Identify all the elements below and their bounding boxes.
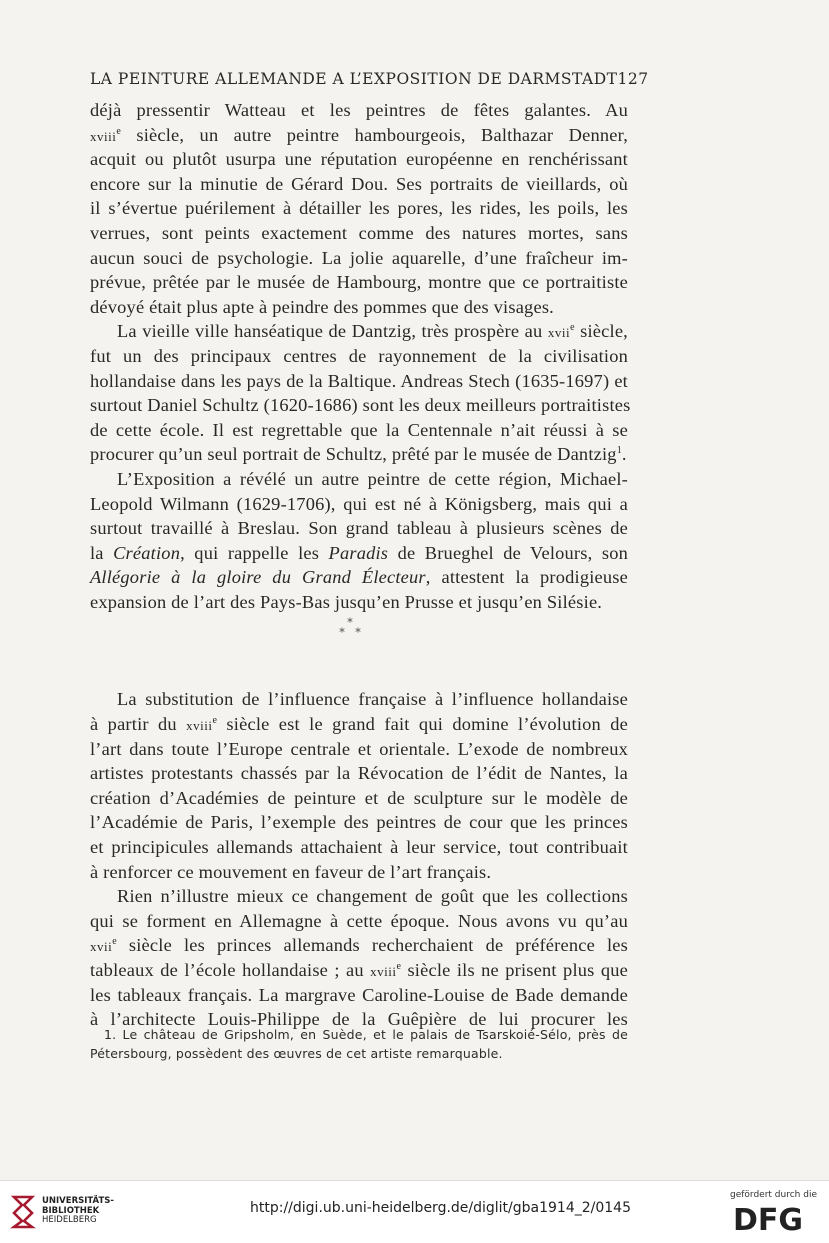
footnote-ref[interactable]: 1 (616, 445, 622, 457)
text-span: tableaux de l’école hollandaise ; au (90, 960, 371, 980)
italic-title: Création (113, 542, 181, 563)
text-span: , attestent la prodigieuse (425, 567, 628, 588)
text-line: fut un des principaux centres de rayonnement de la civilisation (90, 345, 628, 366)
text-line: dévoyé était plus apte à peindre des pommes que des visages. (90, 296, 554, 317)
asterism-left: * (339, 626, 345, 639)
running-header (90, 70, 649, 88)
roman-century: xviii (370, 964, 397, 979)
permalink-url[interactable]: http://digi.ub.uni-heidelberg.de/diglit/gba1914_2/0145 (250, 1200, 632, 1216)
text-line (90, 565, 628, 590)
text-line: l’art dans toute l’Europe centrale et orientale. L’exode de nombreux (90, 738, 628, 759)
text-line: à l’architecte Louis-Philippe de la Guêpière de lui procurer les (90, 1009, 628, 1030)
text-line: qui se forment en Allemagne à cette époque. Nous avons vu qu’au (90, 910, 628, 931)
library-name-line: HEIDELBERG (42, 1215, 97, 1225)
asterism-bottom (330, 628, 370, 638)
text-span: siècle, un autre peintre hambourgeois, Balthazar Denner, (120, 124, 628, 145)
text-line: artistes protestants chassés par la Révocation de l’édit de Nantes, la (90, 763, 628, 784)
roman-century: xviii (186, 718, 213, 734)
university-library-logo-icon (10, 1193, 36, 1231)
section-asterism (330, 618, 370, 648)
text-line: création d’Académies de peinture et de sculpture sur le modèle de (90, 787, 628, 808)
superscript: e (112, 936, 117, 948)
text-span: procurer qu’un seul portrait de Schultz, prêté par le musée de Dantzig (90, 444, 617, 465)
text-line (90, 123, 628, 148)
library-name (42, 1197, 114, 1226)
text-line: il s’évertue puérilement à détailler les pores, les rides, les poils, les (90, 198, 628, 219)
text-line (90, 319, 628, 344)
text-span: La vieille ville hanséatique de Dantzig, très prospère au (117, 321, 548, 342)
text-span: à partir du (90, 714, 187, 735)
library-name-line: UNIVERSITÄTS- (42, 1196, 114, 1206)
text-line: l’Académie de Paris, l’exemple des peintres de cour que les princes (90, 812, 628, 833)
text-line: L’Exposition a révélé un autre peintre de cette région, Michael- (117, 468, 628, 489)
main-text (90, 98, 631, 1032)
text-line: acquit ou plutôt usurpa une réputation européenne en renchérissant (90, 149, 628, 170)
text-line: prévue, prêtée par le musée de Hambourg, montre que ce portraitiste (90, 272, 628, 293)
text-line: aucun souci de psychologie. La jolie aquarelle, d’une fraîcheur im- (90, 247, 628, 268)
asterism-right: * (355, 626, 361, 639)
text-line: déjà pressentir Watteau et les peintres de fêtes galantes. Au (90, 100, 628, 120)
italic-title: Allégorie à la gloire du Grand Électeur (90, 567, 426, 588)
text-line (90, 958, 628, 983)
roman-century: xvii (547, 325, 571, 341)
text-line (90, 541, 628, 566)
superscript: e (116, 125, 121, 137)
text-line: les tableaux français. La margrave Caroline-Louise de Bade demande (90, 984, 628, 1005)
text-line: La substitution de l’influence française à l’influence hollandaise (117, 689, 628, 710)
footnote (90, 1025, 628, 1063)
text-line: surtout travaillé à Breslau. Son grand tableau à plusieurs scènes de (90, 518, 628, 539)
text-line (90, 712, 628, 737)
text-line: encore sur la minutie de Gérard Dou. Ses portraits de vieillards, où (90, 173, 628, 194)
text-line: expansion de l’art des Pays-Bas jusqu’en Prusse et jusqu’en Silésie. (90, 591, 603, 612)
text-span: siècle est le grand fait qui domine l’évolution de (217, 714, 628, 735)
text-span: la (90, 542, 114, 563)
text-line: Rien n’illustre mieux ce changement de goût que les collections (117, 886, 628, 907)
text-line: à renforcer ce mouvement en faveur de l’art français. (90, 861, 492, 882)
page-number: 127 (617, 70, 649, 88)
superscript: e (570, 322, 575, 334)
superscript: e (396, 960, 402, 972)
dfg-logo-text: DFG (733, 1205, 804, 1233)
text-span: siècle les princes allemands recherchaient de préférence les (116, 935, 628, 956)
text-line: verrues, sont peints exactement comme des natures mortes, sans (90, 222, 628, 243)
dfg-logo-icon (733, 1205, 817, 1233)
footnote-line: Pétersbourg, possèdent des œuvres de cet artiste remarquable. (90, 1046, 503, 1061)
italic-title: Paradis (328, 542, 389, 563)
superscript: e (212, 714, 218, 726)
running-title: LA PEINTURE ALLEMANDE A L’EXPOSITION DE DARMSTADT (90, 70, 618, 88)
text-line (90, 933, 628, 958)
text-span: , qui rappelle les (180, 542, 329, 563)
roman-century: xviii (90, 128, 117, 144)
text-line: procurer qu’un seul portrait de Schultz, prêté par le musée de Dantzig$^1$. (90, 444, 627, 465)
library-name-line: BIBLIOTHEK (42, 1205, 100, 1216)
text-span: siècle, (574, 321, 628, 342)
footnote-line: 1. Le château de Gripsholm, en Suède, et le palais de Tsarskoié-Sélo, près de (104, 1027, 628, 1042)
text-line: surtout Daniel Schultz (1620-1686) sont les deux meilleurs portraitistes (90, 395, 631, 416)
roman-century: xvii (90, 939, 113, 955)
viewer-footer (0, 1180, 829, 1243)
text-span: siècle ils ne prisent plus que (401, 960, 628, 980)
asterism-top: * (347, 616, 353, 629)
text-line: hollandaise dans les pays de la Baltique. Andreas Stech (1635-1697) et (90, 370, 628, 391)
text-line: Leopold Wilmann (1629-1706), qui est né à Königsberg, mais qui a (90, 493, 628, 514)
text-line: et principicules allemands attachaient à leur service, tout contribuait (90, 837, 628, 858)
text-span: de Brueghel de Velours, son (388, 542, 628, 563)
text-line: de cette école. Il est regrettable que la Centennale n’ait réussi à se (90, 419, 628, 440)
funding-label: gefördert durch die (730, 1190, 817, 1200)
